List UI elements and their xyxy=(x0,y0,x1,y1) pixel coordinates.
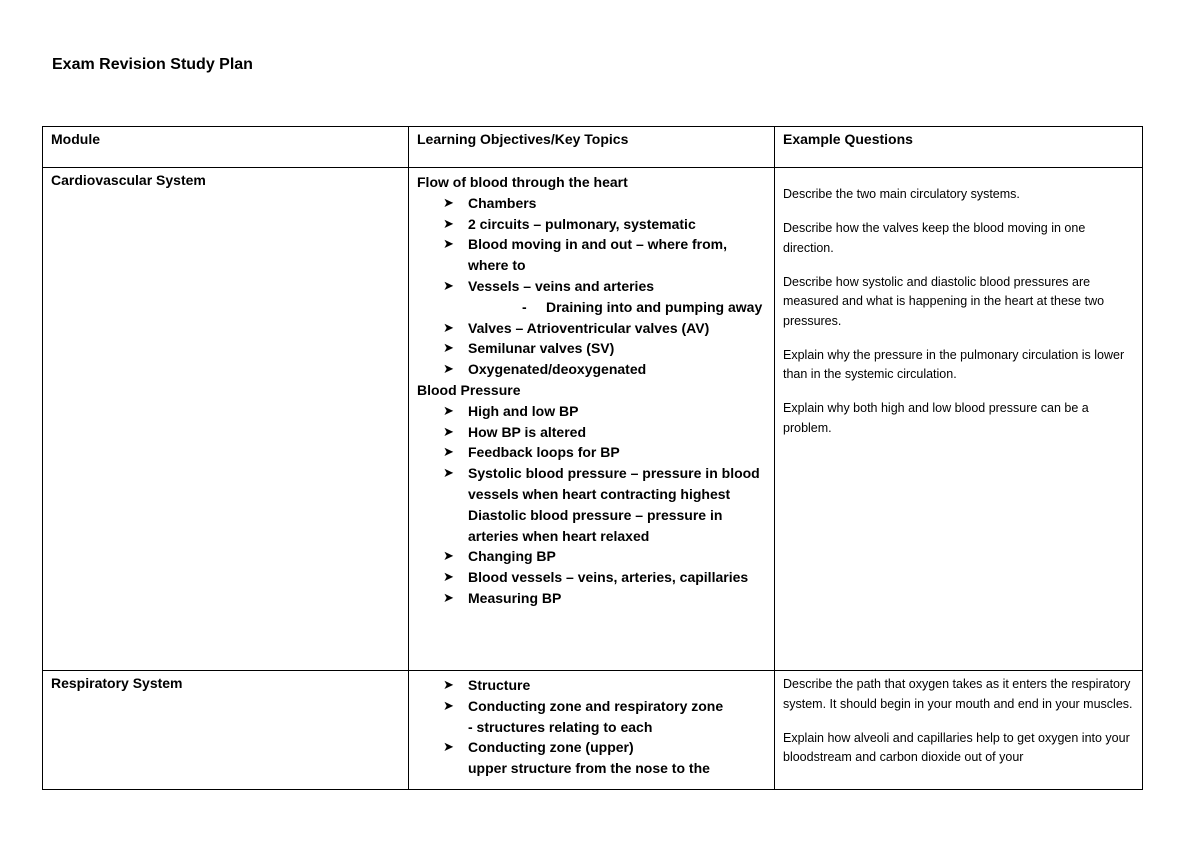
question-text: Explain why both high and low blood pressure can be a problem. xyxy=(783,401,1089,435)
question-text: Explain how alveoli and capillaries help to get oxygen into your bloodstream and carbon dioxide out of your xyxy=(783,730,1130,764)
arrowhead-bullet-icon: ➤ xyxy=(443,319,454,335)
table-row xyxy=(43,168,1143,671)
topic-list xyxy=(417,318,766,380)
topic-list xyxy=(417,737,766,758)
page-title: Exam Revision Study Plan xyxy=(52,56,253,73)
arrowhead-bullet-icon: ➤ xyxy=(443,548,454,564)
arrowhead-bullet-icon: ➤ xyxy=(443,340,454,356)
question-text: Describe the two main circulatory systems. xyxy=(783,187,1020,201)
list-item-continuation: - structures relating to each xyxy=(468,718,653,735)
question-text: Describe the path that oxygen takes as it enters the respiratory system. It should begin in your mouth and end in your muscles. xyxy=(783,677,1133,711)
questions-cell xyxy=(775,671,1143,790)
arrowhead-bullet-icon: ➤ xyxy=(443,423,454,439)
question-text: Describe how the valves keep the blood moving in one direction. xyxy=(783,221,1086,255)
arrowhead-bullet-icon: ➤ xyxy=(443,236,454,252)
table-header-row xyxy=(43,127,1143,168)
sub-list-item: - Draining into and pumping away xyxy=(417,297,766,318)
question-text: Describe how systolic and diastolic blood pressures are measured and what is happening in the heart at these two pressures. xyxy=(783,274,1105,328)
topic-list xyxy=(417,401,766,505)
arrowhead-bullet-icon: ➤ xyxy=(443,215,454,231)
topic-list xyxy=(417,193,766,297)
arrowhead-bullet-icon: ➤ xyxy=(443,569,454,585)
header-questions: Example Questions xyxy=(775,127,1143,168)
list-item: ➤ Changing BP xyxy=(417,546,766,567)
list-item: ➤ Blood moving in and out – where from, where to xyxy=(443,236,728,274)
list-item: ➤ Feedback loops for BP xyxy=(417,442,766,463)
list-item: ➤ Blood vessels – veins, arteries, capillaries xyxy=(417,567,766,588)
topics-cell xyxy=(409,671,775,790)
arrowhead-bullet-icon: ➤ xyxy=(443,194,454,210)
module-cell: Cardiovascular System xyxy=(43,168,409,671)
arrowhead-bullet-icon: ➤ xyxy=(443,677,454,692)
arrowhead-bullet-icon: ➤ xyxy=(443,739,454,755)
arrowhead-bullet-icon: ➤ xyxy=(443,589,454,605)
list-item: ➤ Systolic blood pressure – pressure in blood vessels when heart contracting highest xyxy=(443,465,760,502)
section-heading: Blood Pressure xyxy=(417,381,521,398)
questions-cell xyxy=(775,168,1143,671)
dash-bullet-icon: - xyxy=(522,298,527,315)
list-item: ➤ Conducting zone (upper) xyxy=(417,737,766,758)
list-item-continuation: upper structure from the nose to the xyxy=(468,760,710,777)
section-heading: Flow of blood through the heart xyxy=(417,174,628,190)
list-item: ➤ Vessels – veins and arteries xyxy=(417,276,766,297)
list-item-continuation: Diastolic blood pressure – pressure in arteries when heart relaxed xyxy=(468,506,723,544)
topics-cell xyxy=(409,168,775,671)
list-item: ➤ Valves – Atrioventricular valves (AV) xyxy=(417,318,766,339)
list-item: ➤ Measuring BP xyxy=(417,588,766,609)
header-module: Module xyxy=(43,127,409,168)
question-text: Explain why the pressure in the pulmonary circulation is lower than in the systemic circulation. xyxy=(783,347,1125,381)
topic-list xyxy=(417,546,766,608)
list-item: ➤ High and low BP xyxy=(417,401,766,422)
study-plan-table xyxy=(42,126,1143,790)
module-cell: Respiratory System xyxy=(43,671,409,790)
list-item: ➤ Chambers xyxy=(417,193,766,214)
arrowhead-bullet-icon: ➤ xyxy=(443,444,454,460)
arrowhead-bullet-icon: ➤ xyxy=(443,697,454,713)
list-item: ➤ Conducting zone and respiratory zone xyxy=(417,696,766,717)
list-item: ➤ Semilunar valves (SV) xyxy=(417,338,766,359)
arrowhead-bullet-icon: ➤ xyxy=(443,402,454,418)
topic-list xyxy=(417,675,766,717)
arrowhead-bullet-icon: ➤ xyxy=(443,465,454,481)
header-topics: Learning Objectives/Key Topics xyxy=(409,127,775,168)
list-item: ➤ Oxygenated/deoxygenated xyxy=(417,359,766,380)
arrowhead-bullet-icon: ➤ xyxy=(443,277,454,293)
list-item: ➤ Structure xyxy=(417,675,766,696)
arrowhead-bullet-icon: ➤ xyxy=(443,361,454,377)
table-row xyxy=(43,671,1143,790)
list-item: ➤ How BP is altered xyxy=(417,422,766,443)
list-item: ➤ 2 circuits – pulmonary, systematic xyxy=(417,214,766,235)
